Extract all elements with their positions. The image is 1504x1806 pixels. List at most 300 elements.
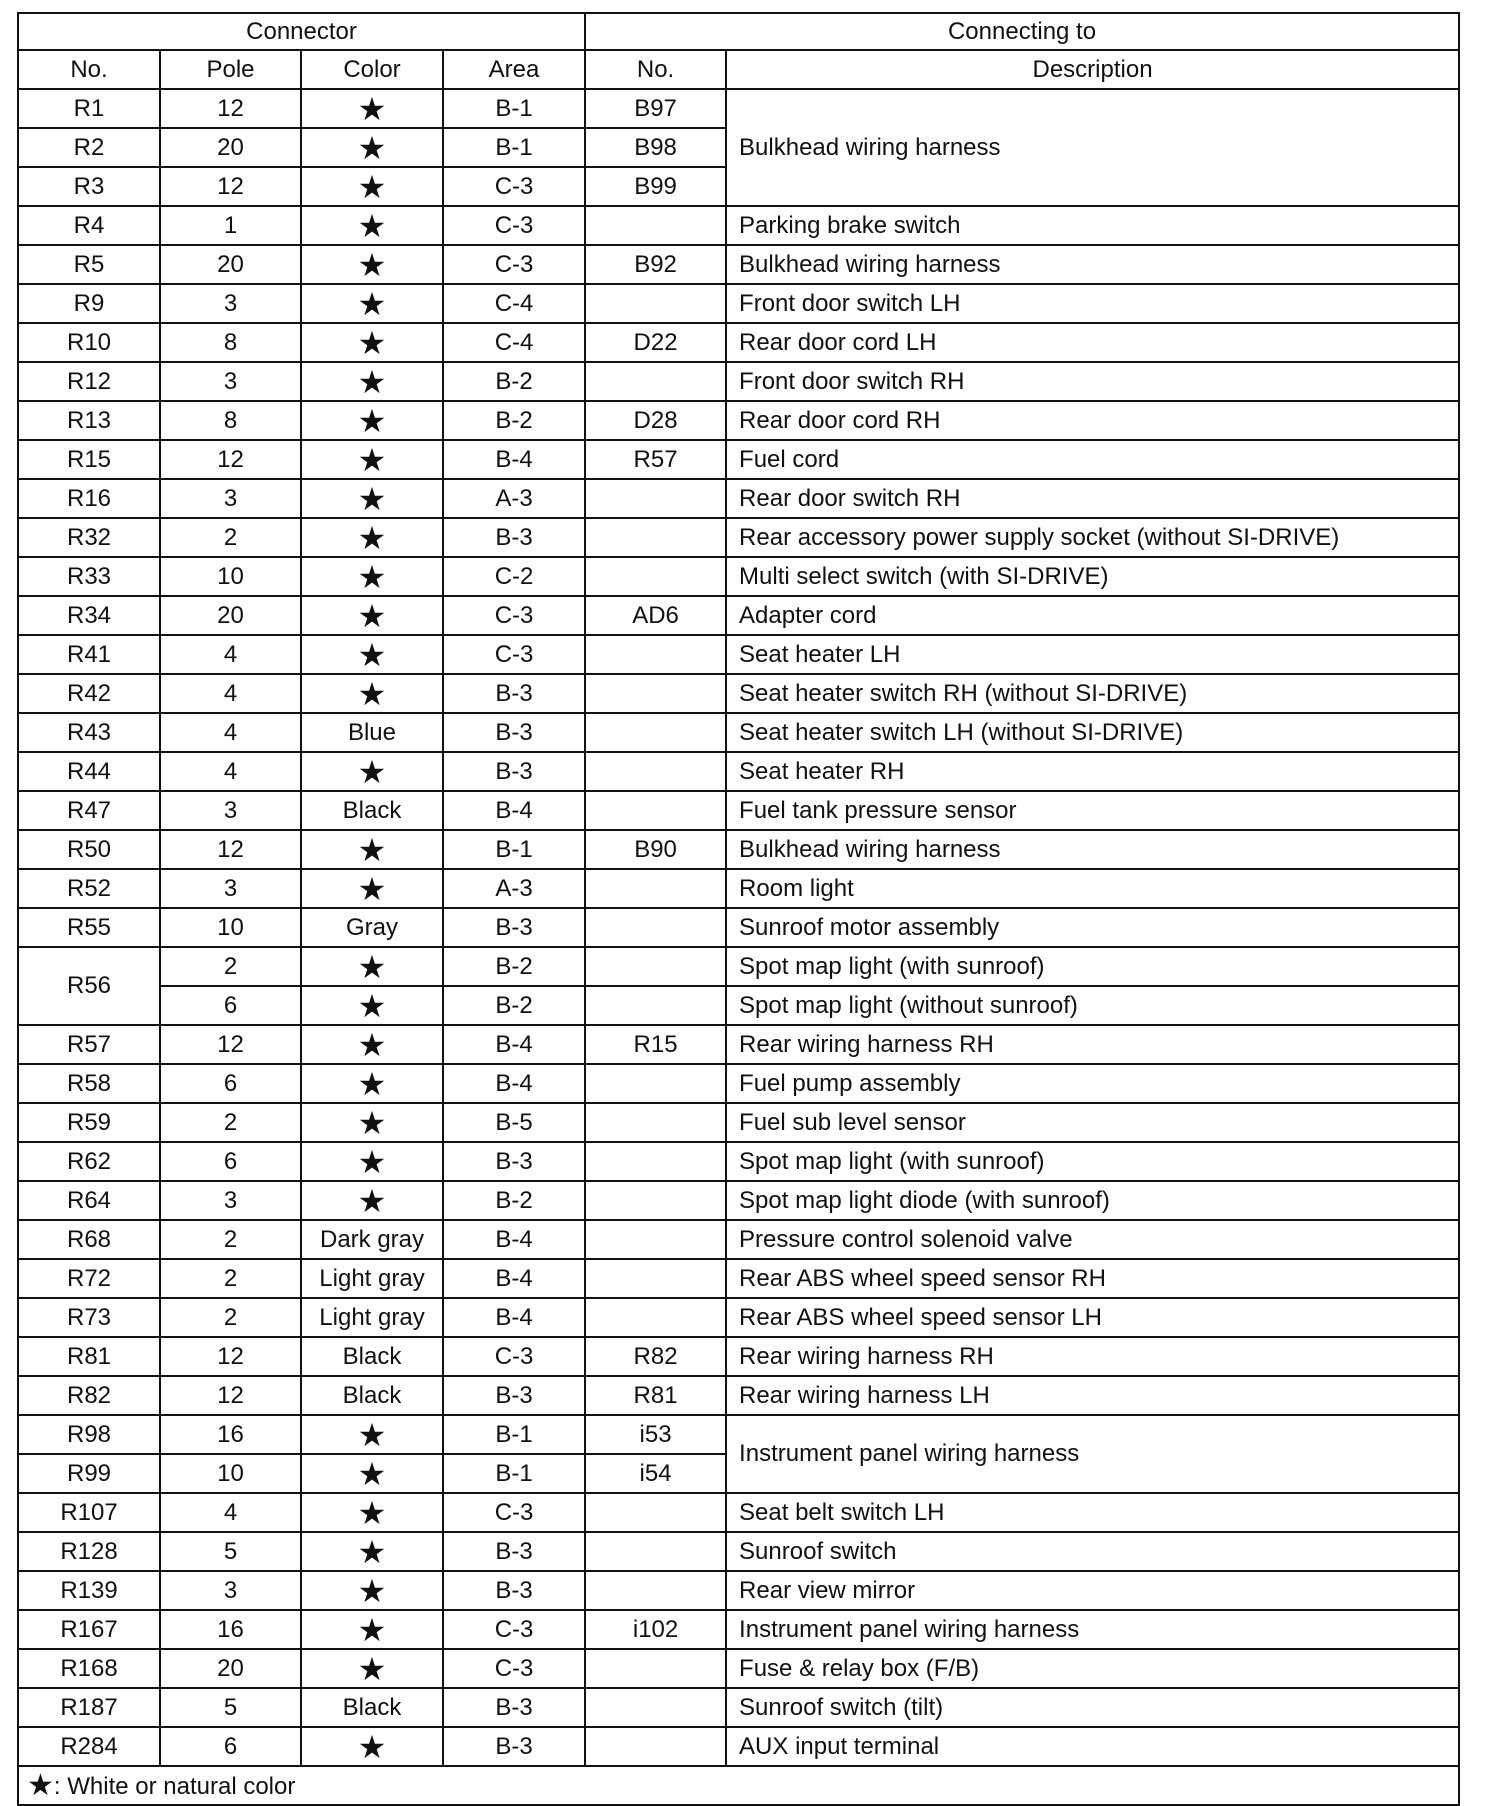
table-row	[18, 323, 1459, 362]
color	[301, 830, 443, 869]
star-icon: ★	[357, 636, 387, 673]
connecting-no: D22	[585, 323, 726, 362]
connecting-no	[585, 362, 726, 401]
area: B-3	[443, 1142, 585, 1181]
color	[301, 1493, 443, 1532]
pole: 3	[160, 1181, 301, 1220]
connector-no: R139	[18, 1571, 160, 1610]
table-row	[18, 1376, 1459, 1415]
pole: 10	[160, 1454, 301, 1493]
connecting-no	[585, 947, 726, 986]
legend-text: : White or natural color	[53, 1773, 296, 1800]
star-icon: ★	[357, 1572, 387, 1609]
pole: 12	[160, 89, 301, 128]
star-icon: ★	[357, 597, 387, 634]
area: B-5	[443, 1103, 585, 1142]
area: B-3	[443, 674, 585, 713]
star-icon: ★	[357, 519, 387, 556]
star-icon: ★	[357, 402, 387, 439]
description: Rear ABS wheel speed sensor RH	[726, 1259, 1459, 1298]
connector-no: R128	[18, 1532, 160, 1571]
connecting-no	[585, 674, 726, 713]
star-icon: ★	[357, 1455, 387, 1492]
table-row	[18, 1727, 1459, 1766]
table-row	[18, 557, 1459, 596]
description: Adapter cord	[726, 596, 1459, 635]
color	[301, 1454, 443, 1493]
connecting-no	[585, 635, 726, 674]
pole: 1	[160, 206, 301, 245]
connector-no: R34	[18, 596, 160, 635]
connector-no: R107	[18, 1493, 160, 1532]
connector-no: R5	[18, 245, 160, 284]
pole: 20	[160, 245, 301, 284]
star-icon: ★	[357, 1611, 387, 1648]
table-row	[18, 1025, 1459, 1064]
connector-no: R58	[18, 1064, 160, 1103]
area: B-4	[443, 1259, 585, 1298]
table-row	[18, 1688, 1459, 1727]
pole: 6	[160, 986, 301, 1025]
color	[301, 401, 443, 440]
area: B-1	[443, 1454, 585, 1493]
connecting-no: B97	[585, 89, 726, 128]
connecting-no: B99	[585, 167, 726, 206]
connecting-no: D28	[585, 401, 726, 440]
pole: 16	[160, 1610, 301, 1649]
connecting-no	[585, 1649, 726, 1688]
pole: 3	[160, 362, 301, 401]
connecting-no	[585, 1064, 726, 1103]
pole: 5	[160, 1532, 301, 1571]
color	[301, 245, 443, 284]
area: B-3	[443, 752, 585, 791]
description: Pressure control solenoid valve	[726, 1220, 1459, 1259]
description: Bulkhead wiring harness	[726, 245, 1459, 284]
star-icon: ★	[357, 90, 387, 127]
table-row	[18, 674, 1459, 713]
area: C-3	[443, 245, 585, 284]
description: Bulkhead wiring harness	[726, 89, 1459, 206]
color	[301, 635, 443, 674]
connecting-no	[585, 986, 726, 1025]
star-icon: ★	[357, 363, 387, 400]
description: Rear ABS wheel speed sensor LH	[726, 1298, 1459, 1337]
description: Sunroof motor assembly	[726, 908, 1459, 947]
description: Rear accessory power supply socket (without SI-DRIVE)	[726, 518, 1459, 557]
connecting-no: B98	[585, 128, 726, 167]
pole: 4	[160, 752, 301, 791]
table-row	[18, 1298, 1459, 1337]
table-row	[18, 206, 1459, 245]
pole: 12	[160, 440, 301, 479]
pole: 3	[160, 869, 301, 908]
area: C-4	[443, 323, 585, 362]
connector-no: R1	[18, 89, 160, 128]
table-row	[18, 869, 1459, 908]
connector-no: R284	[18, 1727, 160, 1766]
table-row	[18, 1259, 1459, 1298]
connector-no: R33	[18, 557, 160, 596]
pole: 12	[160, 167, 301, 206]
connecting-no	[585, 1220, 726, 1259]
area: C-3	[443, 206, 585, 245]
description: Fuel tank pressure sensor	[726, 791, 1459, 830]
star-icon: ★	[357, 129, 387, 166]
connector-no: R4	[18, 206, 160, 245]
star-icon: ★	[357, 753, 387, 790]
star-icon: ★	[357, 870, 387, 907]
star-icon: ★	[357, 1065, 387, 1102]
header-color: Color	[301, 50, 443, 89]
color	[301, 986, 443, 1025]
table-row	[18, 752, 1459, 791]
table-row	[18, 362, 1459, 401]
description: Rear wiring harness RH	[726, 1337, 1459, 1376]
color	[301, 323, 443, 362]
connecting-no	[585, 557, 726, 596]
color	[301, 1025, 443, 1064]
header-pole: Pole	[160, 50, 301, 89]
description: Parking brake switch	[726, 206, 1459, 245]
connecting-no: AD6	[585, 596, 726, 635]
pole: 20	[160, 596, 301, 635]
connector-no: R68	[18, 1220, 160, 1259]
color	[301, 596, 443, 635]
connector-no: R41	[18, 635, 160, 674]
star-icon: ★	[357, 948, 387, 985]
connector-no: R12	[18, 362, 160, 401]
pole: 10	[160, 557, 301, 596]
description: AUX input terminal	[726, 1727, 1459, 1766]
table-row	[18, 1532, 1459, 1571]
star-icon: ★	[357, 1182, 387, 1219]
connecting-no: R15	[585, 1025, 726, 1064]
pole: 4	[160, 713, 301, 752]
connector-no: R167	[18, 1610, 160, 1649]
table-row	[18, 830, 1459, 869]
pole: 3	[160, 479, 301, 518]
star-icon: ★	[357, 1026, 387, 1063]
description: Rear view mirror	[726, 1571, 1459, 1610]
description: Multi select switch (with SI-DRIVE)	[726, 557, 1459, 596]
connector-no: R59	[18, 1103, 160, 1142]
table-row	[18, 791, 1459, 830]
table-row	[18, 1415, 1459, 1454]
header-connecting-to: Connecting to	[585, 13, 1459, 50]
pole: 6	[160, 1727, 301, 1766]
area: B-4	[443, 1064, 585, 1103]
color	[301, 557, 443, 596]
color	[301, 674, 443, 713]
color	[301, 167, 443, 206]
description: Sunroof switch	[726, 1532, 1459, 1571]
table-row	[18, 518, 1459, 557]
pole: 2	[160, 518, 301, 557]
table-row	[18, 1181, 1459, 1220]
connector-no: R72	[18, 1259, 160, 1298]
pole: 8	[160, 401, 301, 440]
description: Front door switch LH	[726, 284, 1459, 323]
pole: 5	[160, 1688, 301, 1727]
connecting-no: R82	[585, 1337, 726, 1376]
connecting-no: i54	[585, 1454, 726, 1493]
pole: 4	[160, 635, 301, 674]
description: Instrument panel wiring harness	[726, 1415, 1459, 1493]
pole: 4	[160, 674, 301, 713]
color	[301, 440, 443, 479]
area: B-4	[443, 1298, 585, 1337]
description: Rear wiring harness LH	[726, 1376, 1459, 1415]
header-to-no: No.	[585, 50, 726, 89]
pole: 12	[160, 1376, 301, 1415]
connecting-no	[585, 1259, 726, 1298]
pole: 3	[160, 1571, 301, 1610]
area: B-3	[443, 1532, 585, 1571]
star-icon: ★	[357, 1728, 387, 1765]
connector-no: R64	[18, 1181, 160, 1220]
connector-no: R50	[18, 830, 160, 869]
connector-no: R55	[18, 908, 160, 947]
area: B-3	[443, 908, 585, 947]
pole: 10	[160, 908, 301, 947]
pole: 20	[160, 128, 301, 167]
connector-no: R10	[18, 323, 160, 362]
description: Fuel pump assembly	[726, 1064, 1459, 1103]
area: C-3	[443, 1493, 585, 1532]
color	[301, 89, 443, 128]
header-description: Description	[726, 50, 1459, 89]
star-icon: ★	[357, 285, 387, 322]
star-icon: ★	[357, 987, 387, 1024]
header-no: No.	[18, 50, 160, 89]
connector-no: R81	[18, 1337, 160, 1376]
connecting-no: i53	[585, 1415, 726, 1454]
legend-row	[18, 1766, 1459, 1805]
connecting-no	[585, 1688, 726, 1727]
connecting-no: R57	[585, 440, 726, 479]
description: Fuse & relay box (F/B)	[726, 1649, 1459, 1688]
connector-no: R62	[18, 1142, 160, 1181]
description: Bulkhead wiring harness	[726, 830, 1459, 869]
description: Instrument panel wiring harness	[726, 1610, 1459, 1649]
color	[301, 1610, 443, 1649]
area: B-2	[443, 362, 585, 401]
pole: 12	[160, 830, 301, 869]
color: Black	[301, 1688, 443, 1727]
table-row	[18, 1610, 1459, 1649]
area: C-3	[443, 1610, 585, 1649]
connector-no: R52	[18, 869, 160, 908]
description: Seat belt switch LH	[726, 1493, 1459, 1532]
pole: 12	[160, 1337, 301, 1376]
description: Seat heater switch RH (without SI-DRIVE)	[726, 674, 1459, 713]
description: Fuel cord	[726, 440, 1459, 479]
pole: 2	[160, 947, 301, 986]
connector-no: R2	[18, 128, 160, 167]
table-row	[18, 1220, 1459, 1259]
area: B-4	[443, 1220, 585, 1259]
area: C-3	[443, 1649, 585, 1688]
area: B-1	[443, 89, 585, 128]
connecting-no	[585, 1727, 726, 1766]
star-icon: ★	[357, 1494, 387, 1531]
connecting-no	[585, 1571, 726, 1610]
connecting-no	[585, 479, 726, 518]
table-row	[18, 401, 1459, 440]
connecting-no	[585, 1493, 726, 1532]
pole: 20	[160, 1649, 301, 1688]
star-icon: ★	[357, 168, 387, 205]
header-area: Area	[443, 50, 585, 89]
star-icon: ★	[357, 1104, 387, 1141]
connector-no: R44	[18, 752, 160, 791]
connector-no: R47	[18, 791, 160, 830]
connector-no: R3	[18, 167, 160, 206]
header-connector: Connector	[18, 13, 585, 50]
area: B-3	[443, 1727, 585, 1766]
table-body	[18, 89, 1459, 1766]
star-icon: ★	[357, 207, 387, 244]
connector-no: R43	[18, 713, 160, 752]
star-icon: ★	[357, 1416, 387, 1453]
star-icon: ★	[357, 1650, 387, 1687]
table-row	[18, 284, 1459, 323]
area: B-3	[443, 518, 585, 557]
color	[301, 1103, 443, 1142]
table-row	[18, 713, 1459, 752]
color	[301, 947, 443, 986]
star-icon: ★	[357, 480, 387, 517]
area: B-2	[443, 1181, 585, 1220]
pole: 12	[160, 1025, 301, 1064]
color: Dark gray	[301, 1220, 443, 1259]
connecting-no: B92	[585, 245, 726, 284]
pole: 2	[160, 1103, 301, 1142]
description: Seat heater switch LH (without SI-DRIVE)	[726, 713, 1459, 752]
legend	[18, 1766, 1459, 1805]
connector-no: R15	[18, 440, 160, 479]
color	[301, 1571, 443, 1610]
connecting-no	[585, 1532, 726, 1571]
color	[301, 1142, 443, 1181]
table-row	[18, 1337, 1459, 1376]
connector-no: R82	[18, 1376, 160, 1415]
connecting-no	[585, 869, 726, 908]
connecting-no	[585, 713, 726, 752]
connecting-no	[585, 1298, 726, 1337]
description: Seat heater LH	[726, 635, 1459, 674]
connector-no: R42	[18, 674, 160, 713]
color	[301, 869, 443, 908]
connecting-no	[585, 206, 726, 245]
color	[301, 1532, 443, 1571]
connector-no: R56	[18, 947, 160, 1025]
table-row	[18, 89, 1459, 128]
star-icon: ★	[357, 441, 387, 478]
description: Spot map light (with sunroof)	[726, 1142, 1459, 1181]
area: C-3	[443, 167, 585, 206]
description: Seat heater RH	[726, 752, 1459, 791]
area: C-2	[443, 557, 585, 596]
color: Light gray	[301, 1298, 443, 1337]
table-row	[18, 1649, 1459, 1688]
pole: 2	[160, 1298, 301, 1337]
connector-no: R16	[18, 479, 160, 518]
connecting-no	[585, 1142, 726, 1181]
pole: 4	[160, 1493, 301, 1532]
area: C-4	[443, 284, 585, 323]
description: Spot map light (with sunroof)	[726, 947, 1459, 986]
connecting-no	[585, 284, 726, 323]
table-row	[18, 596, 1459, 635]
area: B-1	[443, 1415, 585, 1454]
color: Black	[301, 791, 443, 830]
table-row	[18, 908, 1459, 947]
area: C-3	[443, 1337, 585, 1376]
table-row	[18, 1064, 1459, 1103]
connector-no: R73	[18, 1298, 160, 1337]
pole: 2	[160, 1259, 301, 1298]
description: Rear wiring harness RH	[726, 1025, 1459, 1064]
description: Rear door switch RH	[726, 479, 1459, 518]
connecting-no: B90	[585, 830, 726, 869]
connecting-no	[585, 1181, 726, 1220]
area: C-3	[443, 635, 585, 674]
table-row	[18, 1142, 1459, 1181]
pole: 2	[160, 1220, 301, 1259]
color: Blue	[301, 713, 443, 752]
star-icon: ★	[357, 558, 387, 595]
star-icon: ★	[357, 675, 387, 712]
area: B-3	[443, 713, 585, 752]
connecting-no	[585, 752, 726, 791]
star-icon: ★	[27, 1769, 54, 1802]
connecting-no: R81	[585, 1376, 726, 1415]
description: Spot map light diode (with sunroof)	[726, 1181, 1459, 1220]
connector-no: R98	[18, 1415, 160, 1454]
area: B-4	[443, 440, 585, 479]
description: Spot map light (without sunroof)	[726, 986, 1459, 1025]
area: B-1	[443, 128, 585, 167]
description: Sunroof switch (tilt)	[726, 1688, 1459, 1727]
area: B-1	[443, 830, 585, 869]
connector-no: R99	[18, 1454, 160, 1493]
pole: 6	[160, 1142, 301, 1181]
pole: 3	[160, 791, 301, 830]
color: Light gray	[301, 1259, 443, 1298]
connecting-no	[585, 791, 726, 830]
color	[301, 206, 443, 245]
area: C-3	[443, 596, 585, 635]
pole: 6	[160, 1064, 301, 1103]
star-icon: ★	[357, 324, 387, 361]
description: Rear door cord RH	[726, 401, 1459, 440]
color: Black	[301, 1376, 443, 1415]
color	[301, 1415, 443, 1454]
area: A-3	[443, 869, 585, 908]
description: Room light	[726, 869, 1459, 908]
color	[301, 479, 443, 518]
connector-no: R13	[18, 401, 160, 440]
pole: 8	[160, 323, 301, 362]
description: Front door switch RH	[726, 362, 1459, 401]
table-row	[18, 1493, 1459, 1532]
area: B-2	[443, 401, 585, 440]
color	[301, 1649, 443, 1688]
color	[301, 284, 443, 323]
connector-no: R57	[18, 1025, 160, 1064]
